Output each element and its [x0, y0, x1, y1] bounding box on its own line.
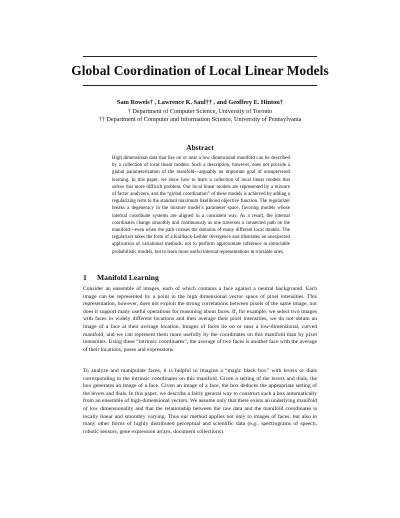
section-number: 1 [83, 273, 87, 282]
abstract-body [112, 155, 290, 256]
paragraph-1-text: Consider an ensemble of images, each of which contains a face against a neutral background. Each image can be represented by a point in the high dimensional vector space of pixel intensities. This representation, however, does not exploit the strong correlations between pixels of the same image, nor does it support many useful operations for reasoning about faces. If, for example, we select two images with faces in widely different locations and then average their pixel intensities, we do not obtain an image of a face at their average location. Images of faces lie on or near a low-dimensional, curved manifold, and we can represent them more usefully by the coordinates on this manifold than by pixel intensities. Using these “intrinsic coordinates”, the average of two faces is another face with the average of their locations, poses and expressions. [83, 286, 317, 353]
title-rule-bottom [83, 85, 317, 86]
body-paragraph [83, 368, 317, 436]
body-paragraph [83, 286, 317, 354]
abstract-heading: Abstract [186, 143, 214, 152]
paper-title: Global Coordination of Local Linear Models [71, 63, 329, 78]
section-title: Manifold Learning [97, 273, 159, 282]
abstract-text: High dimensional data that lies on or near a low dimensional manifold can be described by a collection of local linear models. Such a description, however, does not provide a global parameterization of the manifold—arguably an important goal of unsupervised learning. In this paper, we show how to learn a collection of local linear models that solves this more difficult problem. Our local linear models are represented by a mixture of factor analyzers, and the “global coordination” of these models is achieved by adding a regularizing term to the standard maximum likelihood objective function. The regularizer breaks a degeneracy in the mixture model’s parameter space, favoring models whose internal coordinate systems are aligned in a consistent way. As a result, the internal coordinates change smoothly and continuously as one traverses a connected path on the manifold—even when the path crosses the domains of many different local models. The regularizer takes the form of a Kullback-Leibler divergence and illustrates an unexpected application of variational methods: not to perform approximate inference in intractable probabilistic models, but to learn more useful internal representations in tractable ones. [112, 156, 290, 255]
author-list: Sam Roweis† , Lawrence K. Saul†† , and Geoffrey E. Hinton† [117, 99, 283, 106]
affiliation-toronto: † Department of Computer Science, University of Toronto [127, 108, 273, 115]
title-rule-top [83, 56, 317, 57]
affiliation-pennsylvania: †† Department of Computer and Information Science, University of Pennsylvania [98, 116, 302, 123]
section-heading [83, 273, 159, 282]
paragraph-2-text: To analyze and manipulate faces, it is helpful to imagine a “magic black box” with levers or dials corresponding to the intrinsic coordinates on this manifold. Given a setting of the levers and dials, the box generates an image of a face. Given an image of a face, the box deduces the appropriate setting of the levers and dials. In this paper, we describe a fairly general way to construct such a box automatically from an ensemble of high-dimensional vectors. We assume only that there exists an underlying manifold of low dimensionality and that the relationship between the raw data and the manifold coordinates is locally linear and smoothly varying. Thus our method applies not only to images of faces, but also to many other forms of highly distributed perceptual and scientific data (e.g., spectrograms of speech, robotic sensors, gene expression arrays, document collections). [83, 368, 317, 435]
